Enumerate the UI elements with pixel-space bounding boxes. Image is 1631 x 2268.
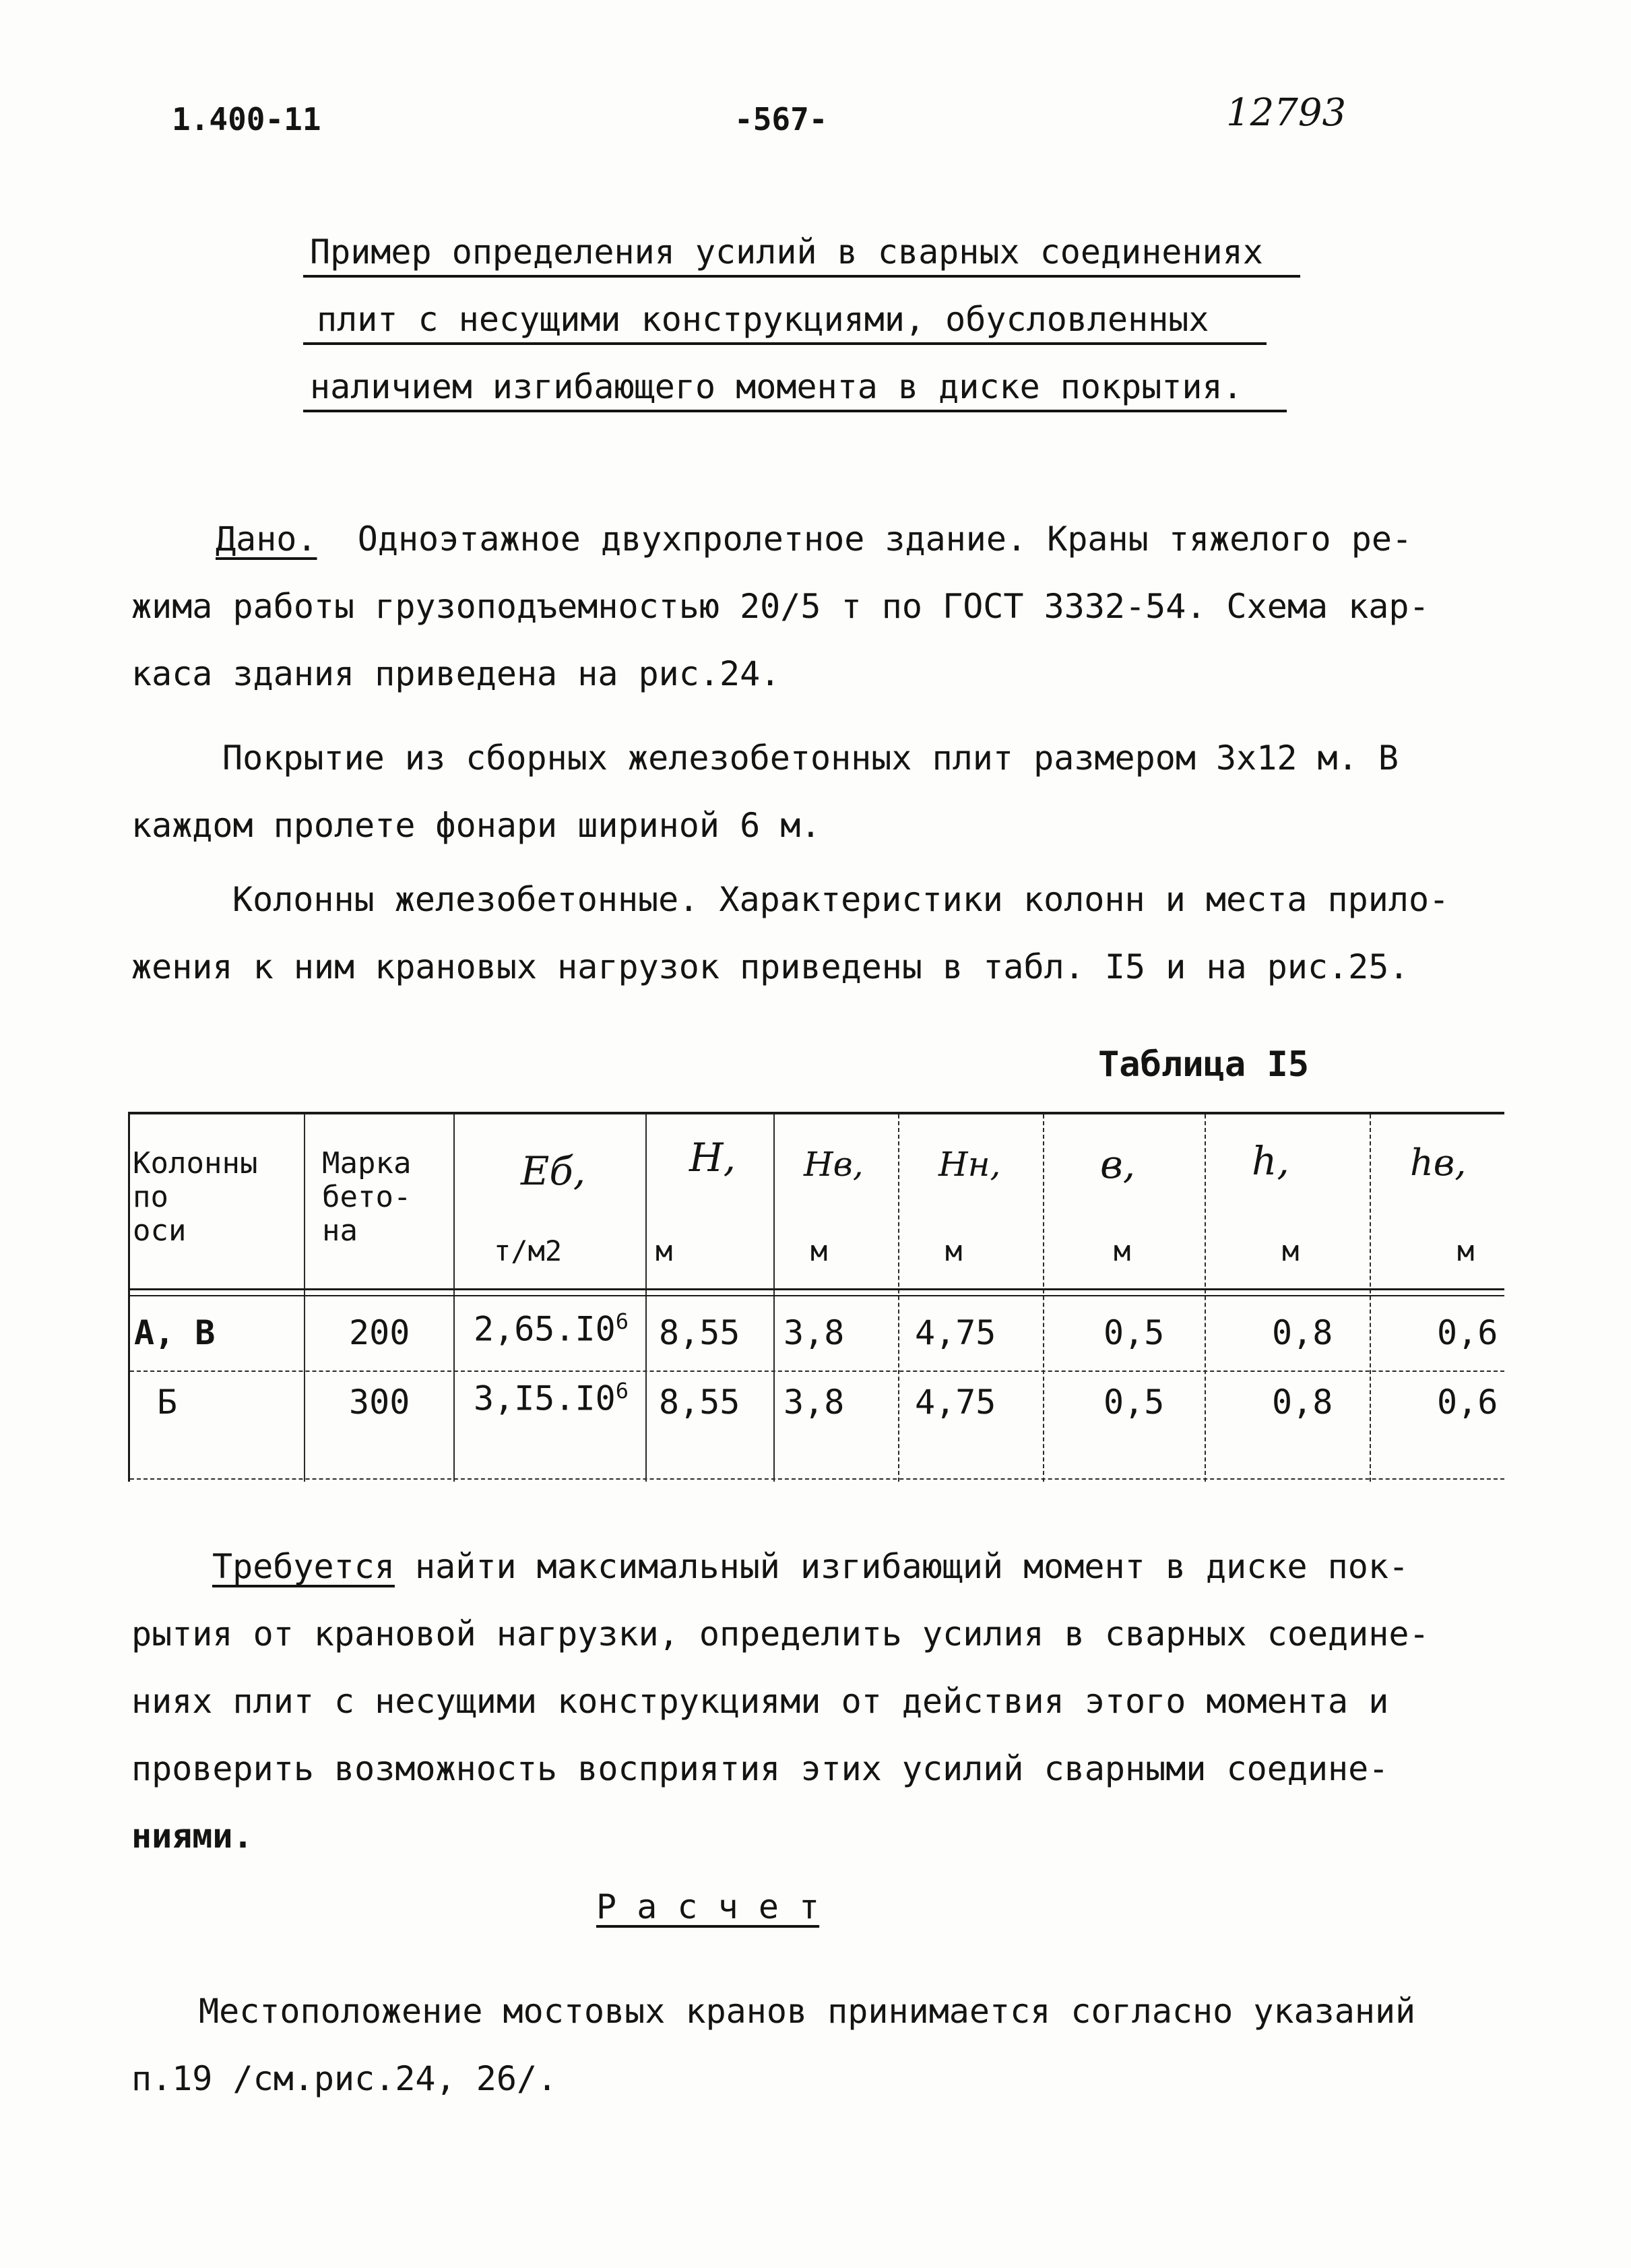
given-label: Дано. [216, 519, 317, 559]
title-underline-3 [303, 410, 1287, 412]
col-divider [1205, 1114, 1206, 1482]
cell-eb-mantissa: 2,65.I0 [474, 1309, 616, 1349]
required-text-1: найти максимальный изгибающий момент в диске пок- [415, 1547, 1409, 1586]
required-line-2: рытия от крановой нагрузки, определить усилия в сварных соедине- [131, 1614, 1430, 1653]
header-unit: м [1457, 1234, 1475, 1267]
header-symbol-h-small: h, [1252, 1138, 1289, 1184]
header-text: Колонны [133, 1146, 258, 1180]
placement-line-2: п.19 /см.рис.24, 26/. [131, 2059, 558, 2098]
header-unit: м [1282, 1234, 1300, 1267]
cell-grade: 300 [349, 1383, 410, 1422]
header-unit: м [810, 1234, 828, 1267]
cell-hn: 4,75 [915, 1383, 996, 1422]
col-divider [898, 1114, 899, 1482]
row-rule [130, 1371, 1504, 1372]
cell-b: 0,5 [1104, 1383, 1165, 1422]
cell-h: 8,55 [659, 1313, 740, 1352]
col-divider [453, 1114, 455, 1482]
header-symbol-hv-small: hв, [1410, 1141, 1467, 1184]
cell-eb [474, 1309, 629, 1349]
required-line-5: ниями. [131, 1817, 253, 1856]
header-unit: м [1114, 1234, 1131, 1267]
table-caption: Таблица I5 [1098, 1044, 1310, 1085]
columns-line-2: жения к ним крановых нагрузок приведены в табл. I5 и на рис.25. [131, 947, 1409, 986]
header-symbol-h: H, [689, 1135, 736, 1180]
cell-axis: Б [157, 1383, 178, 1422]
col-divider [304, 1114, 305, 1482]
page-number: -567- [734, 101, 828, 137]
given-line-3: каса здания приведена на рис.24. [131, 654, 781, 693]
given-line-1 [216, 505, 1412, 573]
cell-hv-small: 0,6 [1437, 1313, 1498, 1352]
title-line-1: Пример определения усилий в сварных соединениях [310, 232, 1263, 272]
calc-heading: Р а с ч е т [596, 1887, 820, 1926]
title-underline-2 [303, 342, 1267, 345]
header-text: бето- [322, 1180, 412, 1214]
cell-eb-exponent: 6 [615, 1378, 629, 1404]
header-text: Марка [322, 1146, 412, 1180]
cell-axis: А, В [134, 1313, 216, 1352]
cell-eb-exponent: 6 [615, 1309, 629, 1334]
header-text: по [133, 1180, 168, 1214]
bottom-rule [130, 1478, 1504, 1480]
required-line-4: проверить возможность восприятия этих усилий сварными соедине- [131, 1749, 1389, 1788]
given-line-2: жима работы грузоподъемностью 20/5 т по ГОСТ 3332-54. Схема кар- [131, 587, 1430, 626]
title-line-3: наличием изгибающего момента в диске покрытия. [310, 367, 1243, 406]
required-line-3: ниях плит с несущими конструкциями от действия этого момента и [131, 1682, 1389, 1721]
header-rule [130, 1295, 1504, 1296]
col-divider [773, 1114, 775, 1482]
header-axis [133, 1147, 257, 1248]
cell-h-small: 0,8 [1272, 1383, 1333, 1422]
header-rule [130, 1288, 1504, 1290]
given-text-1: Одноэтажное двухпролетное здание. Краны тяжелого ре- [357, 519, 1413, 559]
cell-hn: 4,75 [915, 1313, 996, 1352]
cell-eb [474, 1378, 629, 1418]
document-code: 1.400-11 [172, 101, 321, 137]
roof-line-2: каждом пролете фонари шириной 6 м. [131, 806, 821, 845]
header-concrete-grade [322, 1147, 411, 1248]
header-symbol-eb: Eб, [521, 1148, 586, 1194]
required-line-1 [212, 1533, 1409, 1600]
cell-h-small: 0,8 [1272, 1313, 1333, 1352]
header-text: на [322, 1214, 358, 1248]
header-unit: м [655, 1234, 673, 1267]
columns-line-1: Колонны железобетонные. Характеристики колонн и места прило- [232, 880, 1450, 919]
cell-grade: 200 [349, 1313, 410, 1352]
col-divider [1370, 1114, 1371, 1482]
header-symbol-hv: Hв, [804, 1145, 864, 1184]
table-15 [128, 1112, 1504, 1482]
roof-line-1: Покрытие из сборных железобетонных плит размером 3х12 м. В [222, 738, 1399, 778]
required-label: Требуется [212, 1547, 395, 1586]
header-unit: м [945, 1234, 963, 1267]
title-underline-1 [303, 275, 1300, 278]
placement-line-1: Местоположение мостовых кранов принимается согласно указаний [199, 1992, 1416, 2031]
col-divider [645, 1114, 647, 1482]
header-text: оси [133, 1214, 187, 1248]
cell-hv: 3,8 [783, 1383, 845, 1422]
header-symbol-b: в, [1100, 1141, 1136, 1187]
cell-eb-mantissa: 3,I5.I0 [474, 1379, 616, 1418]
col-divider [1043, 1114, 1044, 1482]
title-line-2: плит с несущими конструкциями, обусловленных [317, 300, 1209, 339]
cell-hv: 3,8 [783, 1313, 845, 1352]
header-unit: т/м2 [494, 1234, 563, 1267]
header-symbol-hn: Hн, [938, 1145, 1001, 1184]
cell-h: 8,55 [659, 1383, 740, 1422]
archive-number: 12793 [1226, 91, 1347, 135]
cell-hv-small: 0,6 [1437, 1383, 1498, 1422]
cell-b: 0,5 [1104, 1313, 1165, 1352]
